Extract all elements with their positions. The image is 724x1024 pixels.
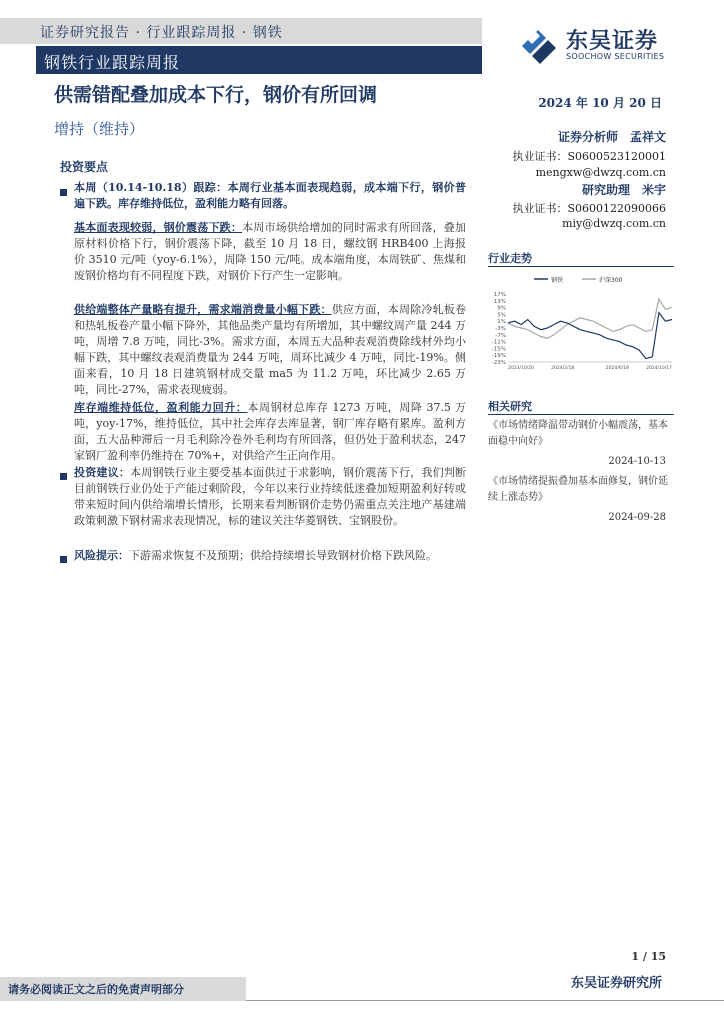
analyst-1-cert: 执业证书：S0600523120001 xyxy=(512,150,666,163)
x-axis xyxy=(508,365,672,371)
related-item-1-date: 2024-10-13 xyxy=(608,456,666,467)
paragraph-supply-demand-body: 供应方面，本周除冷轧板卷和热轧板卷产量小幅下降外，其他品类产量均有所增加，其中螺纹周产量 244 万吨，周增 7.8 万吨，同比-3%。需求方面，本周五大品种表观消费除线材外均小幅下跌，其中螺纹表观消费量为 244 万吨，周环比减少 4 万吨，同比-19%。侧面来看，10 月 18 日建筑钢材成交量 ma5 为 11.2 万吨，环比减少 2.65 万吨，同比-27%，需求表现疲弱。 xyxy=(74,303,466,396)
y-tick-label: -23% xyxy=(491,360,506,366)
paragraph-inventory xyxy=(74,400,466,464)
logo xyxy=(518,24,698,66)
header-report-type-bar xyxy=(36,46,482,74)
header-report-type: 钢铁行业跟踪周报 xyxy=(44,53,181,72)
disclaimer-bar xyxy=(0,977,246,1001)
summary-heading: 投资要点 xyxy=(60,160,109,174)
trend-chart xyxy=(482,270,678,374)
y-tick-label: 1% xyxy=(497,319,506,326)
paragraph-inventory-head: 库存端维持低位，盈利能力回升： xyxy=(74,401,248,414)
logo-en: SOOCHOW SECURITIES xyxy=(566,52,665,61)
footer-institute: 东吴证券研究所 xyxy=(570,976,662,991)
y-tick-label: -15% xyxy=(491,346,506,353)
y-tick-label: 17% xyxy=(493,292,506,298)
rating: 增持（维持） xyxy=(54,120,145,138)
bullet-square-icon xyxy=(60,470,67,483)
summary-bullet-1-text: 本周（10.14-10.18）跟踪：本周行业基本面表现趋弱，成本端下行，钢价普遍下跌。库存维持低位，盈利能力略有回落。 xyxy=(74,181,466,210)
paragraph-supply-demand xyxy=(74,302,466,398)
header-category: 证券研究报告 · 行业跟踪周报 · 钢铁 xyxy=(40,25,283,41)
summary-bullet-1 xyxy=(74,180,466,212)
series-line-steel xyxy=(508,313,672,359)
x-tick-label: 2024/6/18 xyxy=(605,366,629,371)
analyst-1-email[interactable]: mengxw@dwzq.com.cn xyxy=(535,166,666,179)
legend-hs300-label: 沪深300 xyxy=(599,277,623,284)
soochow-logo-icon xyxy=(518,26,560,66)
related-item-2-title[interactable]: 《市场情绪提振叠加基本面修复，钢价延续上涨态势》 xyxy=(488,476,668,503)
y-axis xyxy=(492,292,672,366)
analyst-2-email[interactable]: miy@dwzq.com.cn xyxy=(562,217,666,230)
x-tick-label: 2024/10/17 xyxy=(646,366,672,371)
series-lines xyxy=(508,299,672,359)
disclaimer-text: 请务必阅读正文之后的免责声明部分 xyxy=(8,983,184,996)
paragraph-investment-body: 本周钢铁行业主要受基本面供过于求影响，钢价震荡下行，我们判断目前钢铁行业仍处于产能过剩阶段，今年以来行业持续低迷叠加短期盈利好转或带来短时间内供给端增长情形，长期来看判断钢价走势仍需重点关注地产基建端政策刺激下钢材需求表现情况，标的建议关注华菱钢铁、宝钢股份。 xyxy=(74,466,466,527)
report-title: 供需错配叠加成本下行，钢价有所回调 xyxy=(54,84,378,106)
report-date: 2024 年 10 月 20 日 xyxy=(538,96,662,110)
analyst-2-cert: 执业证书：S0600122090066 xyxy=(512,202,666,215)
y-tick-label: -19% xyxy=(491,353,506,360)
analyst-2-name: 研究助理 米宇 xyxy=(581,183,666,197)
y-tick-label: 9% xyxy=(497,305,506,312)
paragraph-fundamentals-body: 本周市场供给增加的同时需求有所回落，叠加原材料价格下行，钢价震荡下降，截至 10 月 18 日，螺纹钢 HRB400 上海报价 3510 元/吨（yoy-6.1%），周降 150 元/吨。成本端角度，本周铁矿、焦煤和废钢价格均有不同程度下跌，对钢价下行产生一定影响。 xyxy=(74,221,467,282)
paragraph-risk-head: 风险提示： xyxy=(74,549,129,562)
paragraph-fundamentals xyxy=(74,220,466,284)
y-tick-label: 13% xyxy=(493,298,506,305)
trend-heading: 行业走势 xyxy=(488,252,532,265)
chart-legend xyxy=(534,276,623,284)
page-number: 1 / 15 xyxy=(631,950,666,963)
trend-divider xyxy=(488,266,674,267)
header-category-bar xyxy=(0,18,482,44)
y-tick-label: -7% xyxy=(495,332,506,339)
paragraph-supply-demand-head: 供给端整体产量略有提升，需求端消费量小幅下跌： xyxy=(74,303,332,316)
logo-name: 东吴证券 xyxy=(566,29,659,54)
x-tick-label: 2023/10/20 xyxy=(508,366,534,371)
analyst-1-name: 证券分析师 孟祥文 xyxy=(557,130,666,144)
related-item-2-date: 2024-09-28 xyxy=(608,512,666,523)
paragraph-investment xyxy=(74,465,466,529)
bullet-square-icon xyxy=(60,186,67,199)
x-tick-label: 2024/2/18 xyxy=(551,366,575,371)
paragraph-inventory-body: 本周钢材总库存 1273 万吨，周降 37.5 万吨，yoy-17%，维持低位，其中社会库存去库显著，钢厂库存略有累库。盈利方面，五大品种滞后一月毛利除冷卷外毛利均有所回落，但仍处于盈利状态，247 家钢厂盈利率仍维持在 70%+，对供给产生正向作用。 xyxy=(74,401,466,462)
paragraph-risk xyxy=(74,548,466,564)
related-heading: 相关研究 xyxy=(488,400,532,413)
related-divider xyxy=(488,414,674,415)
bullet-square-icon xyxy=(60,553,67,566)
y-tick-label: 5% xyxy=(497,312,506,319)
paragraph-fundamentals-head: 基本面表现较弱，钢价震荡下跌： xyxy=(74,221,243,234)
related-item-1-title[interactable]: 《市场情绪降温带动钢价小幅震荡，基本面稳中向好》 xyxy=(488,420,668,447)
y-tick-label: -11% xyxy=(491,339,506,346)
paragraph-risk-body: 下游需求恢复不及预期；供给持续增长导致钢材价格下跌风险。 xyxy=(129,549,437,562)
footer-divider xyxy=(246,1000,724,1001)
paragraph-investment-head: 投资建议： xyxy=(74,466,131,479)
legend-steel-label: 钢铁 xyxy=(551,277,564,284)
y-tick-label: -3% xyxy=(495,326,506,332)
